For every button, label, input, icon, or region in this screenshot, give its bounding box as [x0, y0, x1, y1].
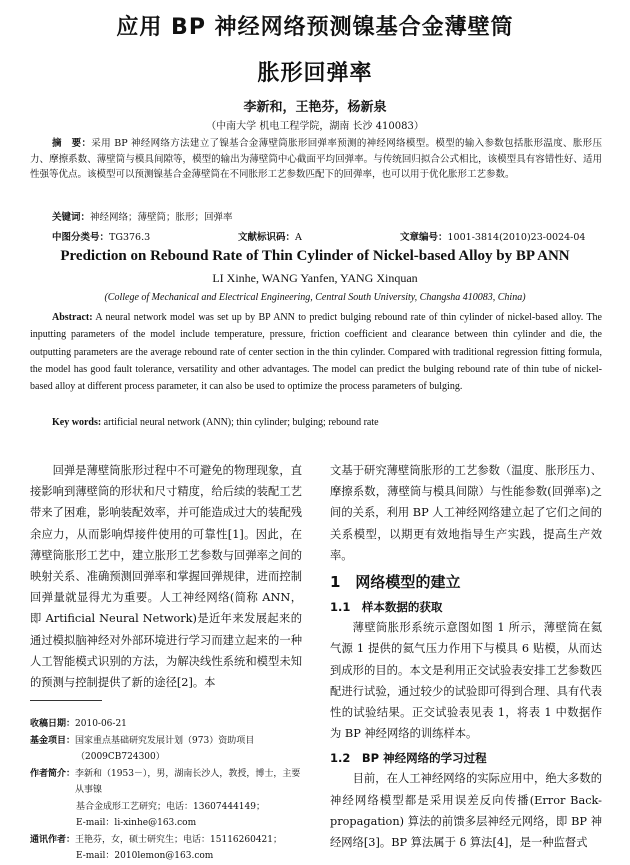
article-number: [400, 229, 585, 243]
title-en: Prediction on Rebound Rate of Thin Cylinder of Nickel-based Alloy by BP ANN: [60, 248, 570, 264]
keywords-en-label: Key words:: [52, 417, 102, 428]
author-line1: 李新和（1953－），男，湖南长沙人，教授，博士，主要从事镍: [75, 768, 301, 795]
abstract-en-text: A neural network model was set up by BP ANN to predict bulging rebound rate of thin cylinder of nickel-based alloy. The inputting parameters of the model include temperature, pressure, friction coefficient and clearance between thin cylinder and die, the outputting parameters are the average rebound rate of center section in the thin cylinder. Compared with traditional regression fitting formula, the model has good fault tolerance, versatility and other advantages. The model can predict the bulging rebound rate of thin tube of nickel-based alloy at different process parameter, it can also be used to optimize the process parameters of bulging.: [30, 312, 602, 393]
doc-code-label: 文献标识码：: [238, 232, 296, 243]
corr-email: E-mail：2010lemon@163.com: [76, 851, 214, 861]
abstract-en: [30, 309, 602, 395]
doc-code-value: A: [295, 232, 302, 243]
author-email: E-mail：li-xinhe@163.com: [76, 818, 197, 828]
corresponding-author: [30, 832, 302, 849]
received-label: 收稿日期：: [30, 719, 76, 729]
clc-number: [52, 229, 150, 243]
fund-line1: 国家重点基础研究发展计划（973）资助项目: [75, 735, 255, 746]
received-date: [30, 716, 302, 733]
author-line2: 基合金成形工艺研究；电话：13607444149；: [76, 801, 265, 812]
keywords-en-text: artificial neural network (ANN); thin cylinder; bulging; rebound rate: [103, 417, 379, 428]
corr-label: 通讯作者：: [30, 834, 76, 845]
title-cn-line1: 应用 BP 神经网络预测镍基合金薄壁筒: [116, 15, 514, 40]
clc-value: TG376.3: [109, 232, 151, 243]
intro-paragraph: 回弹是薄壁筒胀形过程中不可避免的物理现象，直接影响到薄壁筒的形状和尺寸精度，给后续的装配工艺带来了困难，影响装配效率，并可能造成过大的装配残余应力，从而影响焊接件使用的可靠性[1]。因此，在薄壁筒胀形工艺中，建立胀形工艺参数与回弹率之间的映射关系、准确预测回弹率和掌握回弹规律，进而控制回弹量就显得尤为重要。人工神经网络(简称 ANN，即 Artificial Neural Network)是近年来发展起来的通过模拟脑神经对外部环境进行学习而建立起来的一种人工智能模式识别的方法，为解决线性系统和模型未知的预测与控制提供了新的途径[2]。本: [30, 464, 302, 690]
fund-label: 基金项目：: [30, 735, 76, 746]
abstract-cn-label: 摘 要：: [52, 138, 92, 149]
received-value: 2010-06-21: [75, 719, 127, 729]
abstract-cn: [30, 136, 602, 183]
keywords-cn-text: 神经网络；薄壁筒；胀形；回弹率: [90, 212, 233, 223]
right-column: [330, 460, 602, 853]
author-label: 作者简介：: [30, 768, 76, 779]
affiliation-en: (College of Mechanical and Electrical Engineering, Central South University, Changsha 410083, China): [104, 292, 526, 303]
left-column: [30, 460, 302, 693]
document-code: [238, 229, 302, 243]
section-1-2-heading: 1.2 BP 神经网络的学习过程: [330, 751, 487, 766]
keywords-en: [52, 417, 379, 428]
fund-line2: （2009CB724300）: [76, 752, 165, 762]
clc-label: 中图分类号：: [52, 232, 110, 243]
authors-en: LI Xinhe, WANG Yanfen, YANG Xinquan: [212, 271, 418, 285]
footnote-divider: [30, 700, 102, 701]
article-no-value: 1001-3814(2010)23-0024-04: [447, 232, 586, 243]
fund-item: [30, 733, 302, 750]
section-1-1-heading: 1.1 样本数据的获取: [330, 600, 443, 615]
affiliation-cn: （中南大学 机电工程学院，湖南 长沙 410083）: [206, 121, 424, 132]
corr-line1: 王艳芬，女，硕士研究生；电话：15116260421；: [75, 834, 283, 845]
section-1-2-paragraph: 目前，在人工神经网络的实际应用中，绝大多数的神经网络模型都是采用误差反向传播(Error Back-propagation) 算法的前馈多层神经元网络，即 BP 神经网络[3]。BP 算法属于 δ 算法[4]，是一种监督式: [330, 772, 602, 850]
section-1-heading: 1 网络模型的建立: [330, 573, 461, 592]
keywords-cn-label: 关键词：: [52, 212, 91, 223]
keywords-cn: [52, 209, 233, 223]
title-cn-line2: 胀形回弹率: [257, 61, 373, 86]
article-no-label: 文章编号：: [400, 232, 448, 243]
abstract-en-label: Abstract:: [52, 312, 93, 323]
abstract-cn-text: 采用 BP 神经网络方法建立了镍基合金薄壁筒胀形回弹率预测的神经网络模型。模型的输入参数包括胀形温度、胀形压力、摩擦系数、薄壁筒与模具间隙等，模型的输出为薄壁筒中心截面平均回弹率。与传统回归拟合公式相比，该模型具有容错性好、适用性强等优点。该模型可以预测镍基合金薄壁筒在不同胀形工艺参数匹配下的回弹率，也可以用于优化胀形工艺参数。: [30, 138, 602, 180]
section-1-1-paragraph: 薄壁筒胀形系统示意图如图 1 所示，薄壁筒在氦气源 1 提供的氦气压力作用下与模具 6 贴模，从而达到成形的目的。本文是利用正交试验表安排工艺参数匹配进行试验，通过较少的试验即可得到合理、具有代表性的试验结果。正交试验表见表 1，将表 1 中数据作为 BP 神经网络的训练样本。: [330, 621, 602, 741]
author-bio: [30, 766, 302, 799]
authors-cn: 李新和，王艳芬，杨新泉: [243, 100, 387, 115]
footnotes: [30, 716, 302, 865]
right-paragraph-1: 文基于研究薄壁筒胀形的工艺参数（温度、胀形压力、摩擦系数，薄壁筒与模具间隙）与性能参数(回弹率)之间的关系，利用 BP 人工神经网络建立起了它们之间的关系模型，以期更有效地指导生产实践，提高生产效率。: [330, 464, 602, 562]
